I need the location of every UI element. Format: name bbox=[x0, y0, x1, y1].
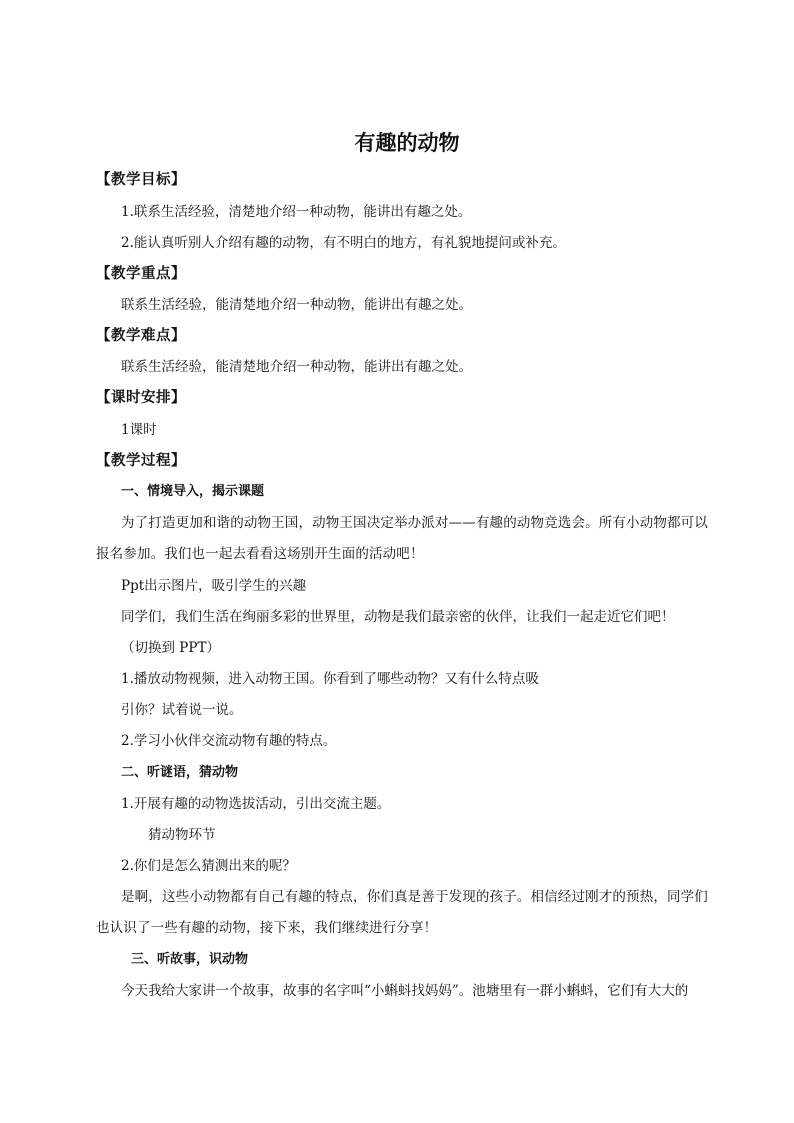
process-part2-paragraph: 是啊，这些小动物都有自己有趣的特点，你们真是善于发现的孩子。相信经过刚才的预热，同学们也认识了一些有趣的动物，接下来，我们继续进行分享！ bbox=[96, 889, 708, 936]
goal-item-1: 1.联系生活经验，清楚地介绍一种动物，能讲出有趣之处。 bbox=[121, 204, 472, 220]
process-intro-line: 同学们，我们生活在绚丽多彩的世界里，动物是我们最亲密的伙伴，让我们一起走近它们吧！ bbox=[121, 609, 675, 625]
goal-item-2: 2.能认真听别人介绍有趣的动物，有不明白的地方，有礼貌地提问或补充。 bbox=[121, 235, 566, 251]
process-part1-paragraph: 为了打造更加和谐的动物王国，动物王国决定举办派对——有趣的动物竞选会。所有小动物都可以报名参加。我们也一起去看看这场别开生面的活动吧！ bbox=[96, 515, 708, 562]
section-heading-key-points: 【教学重点】 bbox=[96, 265, 186, 282]
process-part1-item1a: 1.播放动物视频，进入动物王国。你看到了哪些动物？又有什么特点吸 bbox=[121, 671, 539, 687]
process-part1-heading: 一、情境导入，揭示课题 bbox=[121, 484, 265, 499]
process-part3-heading: 三、听故事，识动物 bbox=[131, 952, 249, 967]
section-heading-goals: 【教学目标】 bbox=[96, 171, 186, 188]
process-ppt-line: Ppt出示图片，吸引学生的兴趣 bbox=[121, 578, 307, 594]
process-part2-heading: 二、听谜语，猜动物 bbox=[121, 765, 239, 780]
process-part2-sub: 猜动物环节 bbox=[148, 827, 216, 843]
schedule-text: 1课时 bbox=[121, 422, 157, 438]
process-part1-item2: 2.学习小伙伴交流动物有趣的特点。 bbox=[121, 733, 337, 749]
section-heading-process: 【教学过程】 bbox=[96, 452, 186, 469]
process-part2-item1: 1.开展有趣的动物选拔活动，引出交流主题。 bbox=[121, 796, 391, 812]
difficulties-text: 联系生活经验，能清楚地介绍一种动物，能讲出有趣之处。 bbox=[121, 359, 472, 375]
key-points-text: 联系生活经验，能清楚地介绍一种动物，能讲出有趣之处。 bbox=[121, 297, 472, 313]
section-heading-difficulties: 【教学难点】 bbox=[96, 327, 186, 344]
process-part2-item2: 2.你们是怎么猜测出来的呢？ bbox=[121, 858, 296, 874]
section-heading-schedule: 【课时安排】 bbox=[96, 389, 186, 406]
process-part3-paragraph: 今天我给大家讲一个故事，故事的名字叫“小蝌蚪找妈妈”。池塘里有一群小蝌蚪，它们有大大的 bbox=[121, 983, 689, 999]
process-switch-line: （切换到 PPT） bbox=[121, 640, 220, 656]
page-title: 有趣的动物 bbox=[354, 130, 460, 155]
process-part1-item1b: 引你？试着说一说。 bbox=[121, 702, 243, 718]
